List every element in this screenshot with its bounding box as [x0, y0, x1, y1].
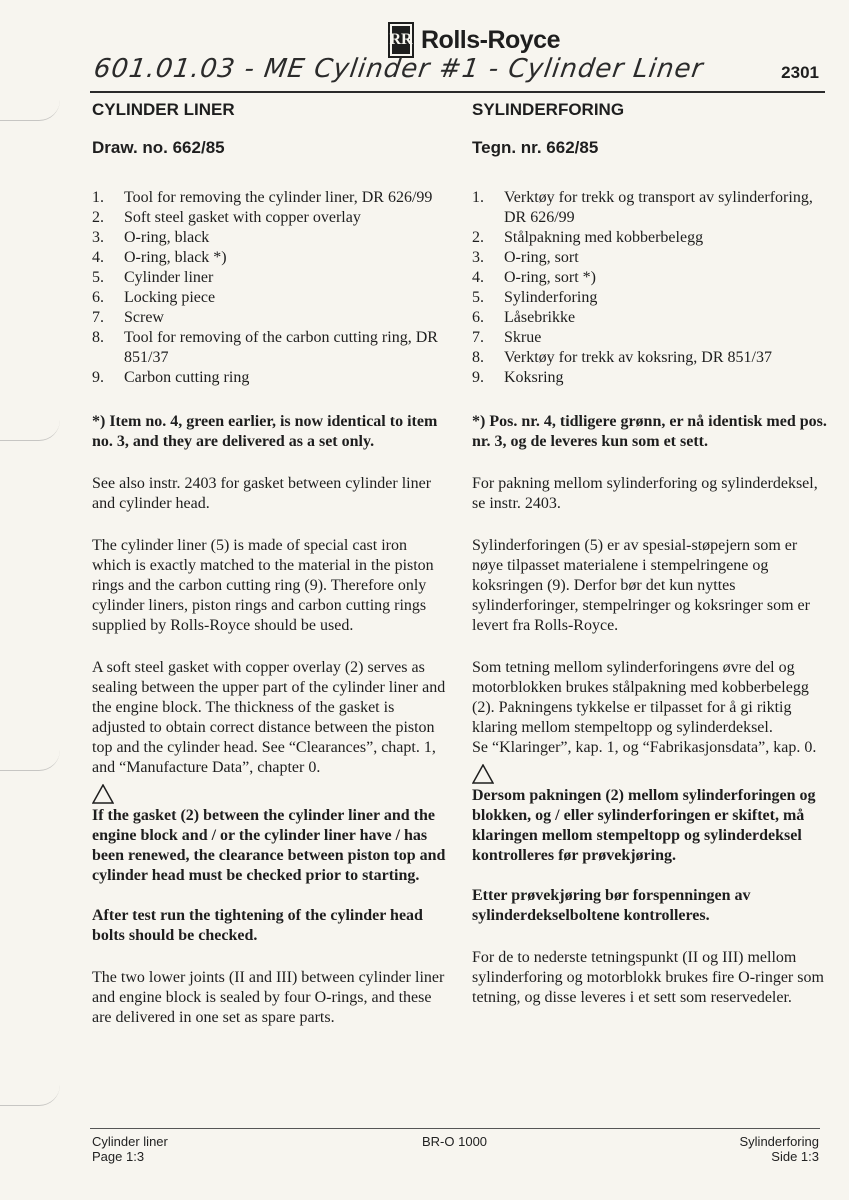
- after-test-note: After test run the tightening of the cylinder head bolts should be checked.: [92, 907, 423, 944]
- footer-doc-number: BR-O 1000: [422, 1134, 488, 1149]
- list-item: 6. Locking piece: [92, 289, 216, 306]
- warning-text: If the gasket (2) between the cylinder liner and the engine block and / or the cylinder liner have / has been renewed, the clearance between piston top and cylinder head must be checked prior to starting.: [92, 807, 446, 884]
- see-also-text: See also instr. 2403 for gasket between cylinder liner and cylinder head.: [92, 475, 432, 512]
- after-test-note: Etter prøvekjøring bør forspenningen av sylinderdekselboltene kontrolleres.: [472, 887, 751, 924]
- footer-page: Page 1:3: [92, 1149, 145, 1164]
- handwritten-note: 601.01.03 - ME Cylinder #1 - Cylinder Liner: [91, 54, 706, 84]
- list-item: 2. Stålpakning med kobberbelegg: [472, 229, 704, 246]
- drawing-number: Draw. no. 662/85: [92, 138, 225, 157]
- page-number: 2301: [781, 63, 819, 82]
- item-note: *) Pos. nr. 4, tidligere grønn, er nå identisk med pos. nr. 3, og de leveres kun som et sett.: [472, 413, 827, 450]
- list-item: 5. Cylinder liner: [92, 269, 214, 286]
- list-item: 8. Verktøy for trekk av koksring, DR 851/37: [472, 349, 772, 366]
- paragraph: A soft steel gasket with copper overlay (2) serves as sealing between the upper part of the cylinder liner and the engine block. The thickness of the gasket is adjusted to obtain correct distance between the piston top and the cylinder head. See “Clearances”, chapt. 1, and “Manufacture Data”, chapter 0.: [92, 659, 446, 776]
- english-column: [92, 100, 447, 1028]
- rr-monogram-icon: RR: [388, 22, 414, 58]
- list-item: 9. Carbon cutting ring: [92, 369, 250, 386]
- scan-mark: [0, 1085, 60, 1106]
- list-item: 3. O-ring, black: [92, 229, 210, 246]
- list-item: 4. O-ring, sort *): [472, 269, 596, 286]
- footer-right: [740, 1134, 820, 1164]
- list-item: 1. Tool for removing the cylinder liner, DR 626/99: [92, 189, 433, 206]
- list-item: 7. Screw: [92, 309, 164, 326]
- header-divider: [90, 91, 825, 93]
- warning-triangle-icon: [472, 764, 494, 784]
- see-also-text: For pakning mellom sylinderforing og sylinderdeksel, se instr. 2403.: [472, 475, 818, 512]
- warning-triangle-icon: [92, 784, 114, 804]
- rolls-royce-logo: [388, 22, 560, 58]
- brand-name: Rolls-Royce: [421, 25, 560, 54]
- paragraph: The two lower joints (II and III) between cylinder liner and engine block is sealed by four O-rings, and these are delivered in one set as spare parts.: [92, 969, 445, 1026]
- item-note: *) Item no. 4, green earlier, is now identical to item no. 3, and they are delivered as a set only.: [92, 413, 438, 450]
- list-item: 2. Soft steel gasket with copper overlay: [92, 209, 361, 226]
- paragraph: Se “Klaringer”, kap. 1, og “Fabrikasjonsdata”, kap. 0.: [472, 739, 817, 756]
- parts-list: [92, 188, 447, 388]
- list-item: 4. O-ring, black *): [92, 249, 227, 266]
- list-item: 8. Tool for removing of the carbon cutting ring, DR 851/37: [92, 329, 438, 366]
- paragraph: Som tetning mellom sylinderforingens øvre del og motorblokken brukes stålpakning med kobberbelegg (2). Pakningens tykkelse er tilpasset for å gi riktig klaring mellom stempeltopp og sylinderdeksel.: [472, 659, 809, 736]
- footer-doc-title: Sylinderforing: [739, 1134, 819, 1149]
- paragraph: For de to nederste tetningspunkt (II og III) mellom sylinderforing og motorblokk brukes fire O-ringer som tetning, og disse leveres i et sett som reservedeler.: [472, 949, 824, 1006]
- section-title: CYLINDER LINER: [92, 100, 235, 119]
- drawing-number: Tegn. nr. 662/85: [472, 138, 599, 157]
- footer-page: Side 1:3: [771, 1149, 819, 1164]
- list-item: 1. Verktøy for trekk og transport av sylinderforing, DR 626/99: [472, 189, 813, 226]
- scan-mark: [0, 100, 60, 121]
- paragraph: Sylinderforingen (5) er av spesial-støpejern som er nøye tilpasset materialene i stempelringene og koksringen (9). Derfor bør det kun nyttes sylinderforinger, stempelringer og koksringer som er levert fra Rolls-Royce.: [472, 537, 810, 634]
- parts-list: [472, 188, 827, 388]
- list-item: 3. O-ring, sort: [472, 249, 579, 266]
- section-title: SYLINDERFORING: [472, 100, 625, 119]
- list-item: 6. Låsebrikke: [472, 309, 576, 326]
- list-item: 7. Skrue: [472, 329, 542, 346]
- scan-mark: [0, 750, 60, 771]
- footer-left: [92, 1134, 168, 1164]
- paragraph: The cylinder liner (5) is made of special cast iron which is exactly matched to the material in the piston rings and the carbon cutting ring (9). Therefore only cylinder liners, piston rings and carbon cutting rings supplied by Rolls-Royce should be used.: [92, 537, 434, 634]
- warning-text: Dersom pakningen (2) mellom sylinderforingen og blokken, og / eller sylinderforingen er skiftet, må klaringen mellom stempeltopp og sylinderdeksel kontrolleres før prøvekjøring.: [472, 787, 816, 864]
- scan-mark: [0, 420, 60, 441]
- norwegian-column: [472, 100, 827, 1008]
- footer-divider: [90, 1128, 820, 1129]
- list-item: 5. Sylinderforing: [472, 289, 598, 306]
- list-item: 9. Koksring: [472, 369, 564, 386]
- footer-doc-title: Cylinder liner: [92, 1134, 168, 1149]
